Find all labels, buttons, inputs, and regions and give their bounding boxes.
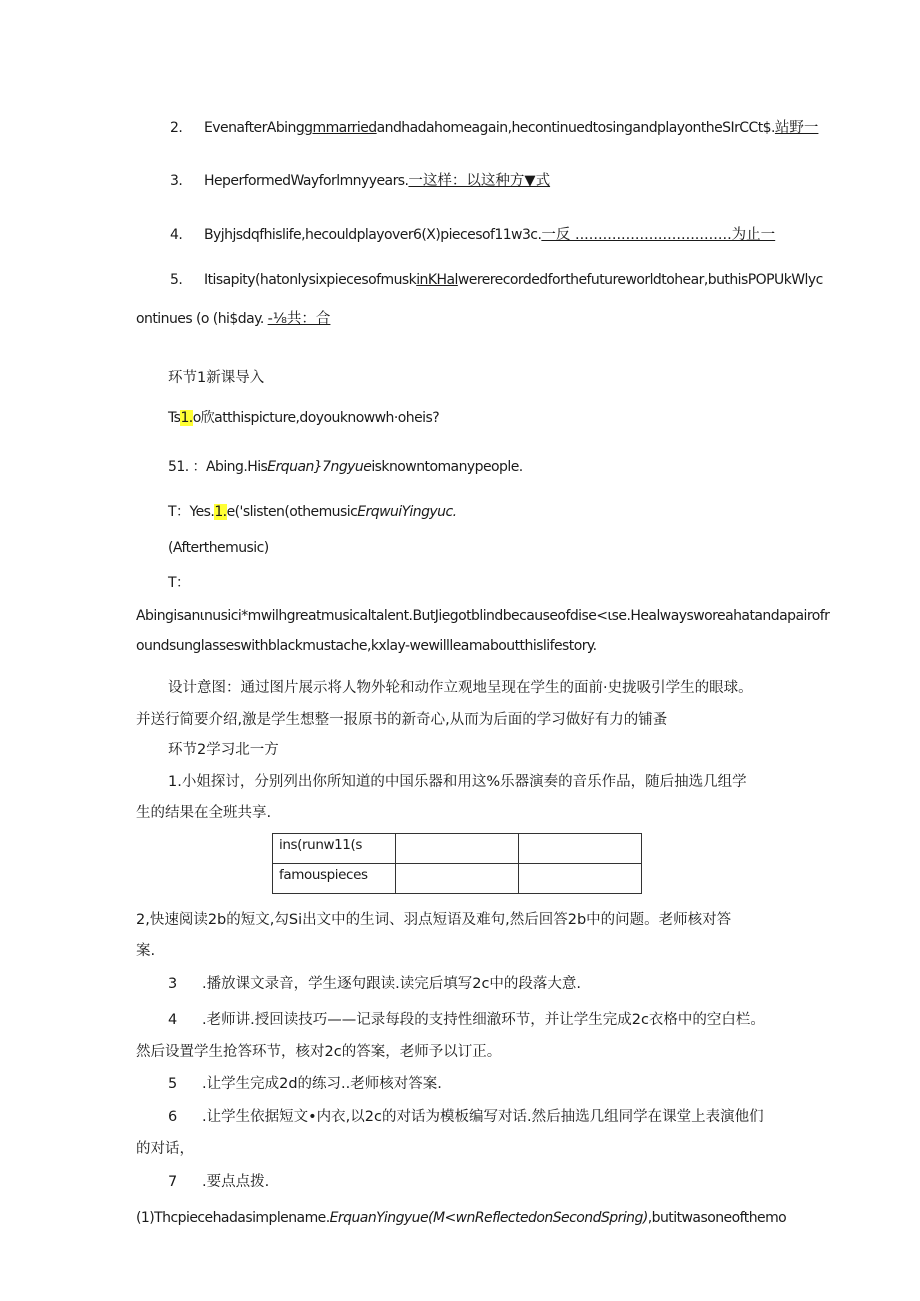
task-line: 2,快速阅读2b的短文,勾Si出文中的生词、羽点短语及难句,然后回答2b中的问题。老师核对答 [136,912,732,928]
list-item: 3. HeperformedWayforlmnyyears.一这样：以这种方▼式 [170,173,551,189]
table-row [273,864,642,894]
list-item: 4. Byjhjsdqfhislife,hecouldplayover6(X)piecesof11w3c.一反 ..................................为止一 [170,227,776,243]
task-line: 然后设置学生抢答环节，核对2c的答案，老师予以订正。 [136,1044,502,1060]
task-line: 案. [136,943,156,959]
section-title: 环节2学习北一方 [168,742,279,758]
dialogue-line: 51. ：Abing.HisErquan}7ngyueisknowntomanypeople. [168,459,523,475]
task-line: 生的结果在全班共享. [136,805,272,821]
list-item: 5. Itisapity(hatonlysixpiecesofmuskinKHalwererecordedforthefutureworldtohear,buthisPOPUkWlyc [170,272,823,288]
paragraph-line: oundsunglasseswithblackmustache,kxlay-wewillleamaboutthislifestory. [136,638,597,654]
task-line: 1.小姐探讨，分别列出你所知道的中国乐器和用这%乐器演奏的音乐作品，随后抽选几组学 [168,774,747,790]
design-intent: 并送行简要介绍,激是学生想整一报原书的新奇心,从而为后面的学习做好有力的铺蚤 [136,712,668,728]
paragraph-line: Abingisanιnusici*mwilhgreatmusicaltalent.ButJiegotblindbecauseofdise<ιse.Healwaysworeahatandapairofr [136,608,830,624]
task-line: 6 .让学生依据短文•内衣,以2c的对话为模板编写对话.然后抽选几组同学在课堂上表演他们 [168,1109,764,1125]
task-line: 7 .要点点拨. [168,1174,270,1190]
task-line: 4 .老师讲.授回读技巧——记录每段的支持性细澈环节，并让学生完成2c衣格中的空白栏。 [168,1012,765,1028]
table-cell [519,834,642,864]
table-cell [396,834,519,864]
list-item-continuation: ontinues (o (hi$day. -⅛共：合 [136,311,331,327]
dialogue-line: T： [168,575,190,591]
dialogue-line: (Afterthemusic) [168,540,269,556]
table-cell [396,864,519,894]
table-cell: famouspieces [273,864,396,894]
section-title: 环节1新课导入 [168,370,265,386]
paragraph-line: (1)Thcpiecehadasimplename.ErquanYingyue(M<wnReflectedonSecondSpring),butitwasoneofthemo [136,1210,787,1226]
instrument-table [272,833,642,894]
design-intent: 设计意图：通过图片展示将人物外轮和动作立观地呈现在学生的面前·史拢吸引学生的眼球。 [168,680,753,696]
dialogue-line: T：Yes.1.e('slisten(othemusicErqwuiYingyuc. [168,504,457,520]
table-cell: ins(runw11(s [273,834,396,864]
table-cell [519,864,642,894]
task-line: 3 .播放课文录音，学生逐句跟读.读完后填写2c中的段落大意. [168,976,582,992]
list-item: 2. EvenafterAbinggmmarriedandhadahomeagain,hecontinuedtosingandplayontheSIrCCt$.站野一 [170,120,819,136]
task-line: 的对话， [136,1141,194,1157]
task-line: 5 .让学生完成2d的练习..老师核对答案. [168,1076,442,1092]
table-row [273,834,642,864]
dialogue-line: Ts1.o欣atthispicture,doyouknowwh·oheis? [168,410,440,426]
